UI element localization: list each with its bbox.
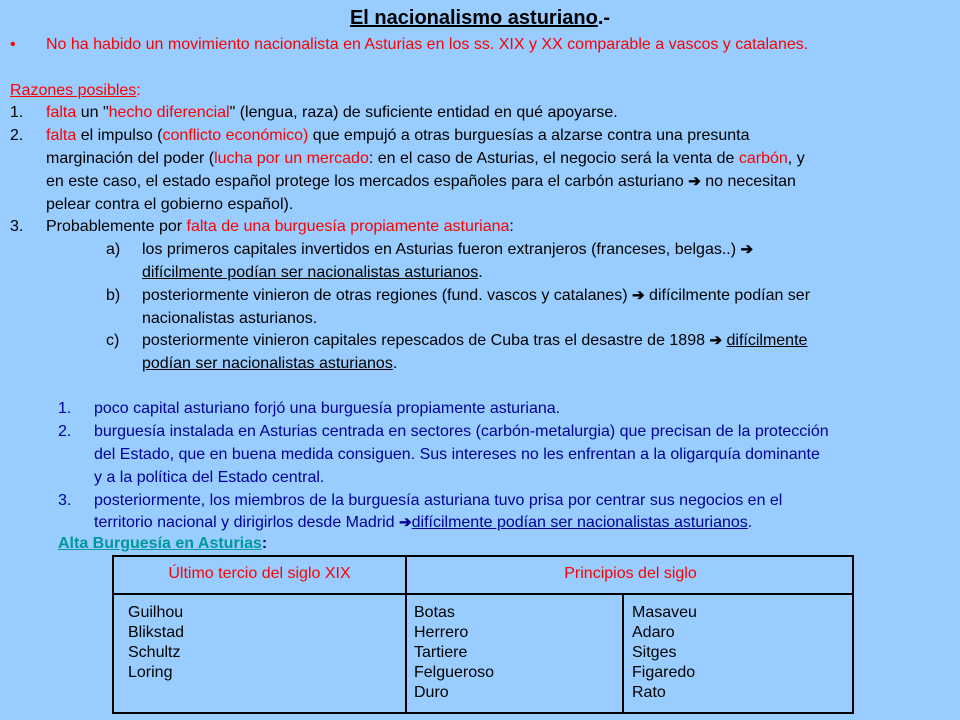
sub-b-label: b) [106,287,121,304]
sub-b-line-1: posteriormente vinieron de otras regiones (fund. vascos y catalanes) ➔ difícilmente podían ser [142,287,811,304]
reason-1-text: falta un "hecho diferencial" (lengua, raza) de suficiente entidad en qué apoyarse. [46,104,618,121]
table-cell-name: Figaredo [632,664,696,681]
table-cell-name: Felgueroso [414,664,495,681]
table-cell-name: Duro [414,684,449,701]
arrow-right-icon: ➔ [688,173,701,190]
arrow-right-icon: ➔ [632,287,645,304]
reason-3-number: 3. [10,218,24,235]
arrow-right-icon: ➔ [740,241,754,258]
list-item-1-text: poco capital asturiano forjó una burguesía propiamente asturiana. [94,400,561,417]
sub-c-label: c) [106,332,120,349]
list-item-2-line-3: y a la política del Estado central. [94,469,325,486]
table-cell-name: Sitges [632,644,677,661]
table-cell-name: Herrero [414,624,469,641]
arrow-right-icon: ➔ [399,514,412,531]
table-col-2 [414,603,494,703]
sub-b-line-2: nacionalistas asturianos. [142,310,318,327]
list-item-2-line-1: burguesía instalada en Asturias centrada en sectores (carbón-metalurgia) que precisan de la protección [94,423,829,440]
table-cell-name: Schultz [128,644,181,661]
reason-2-line-3: en este caso, el estado español protege los mercados españoles para el carbón asturiano ➔ no necesitan [46,173,796,190]
table-divider [622,593,624,714]
sub-a-line-1: los primeros capitales invertidos en Asturias fueron extranjeros (franceses, belgas..) ➔ [142,241,754,258]
reason-2-line-2: marginación del poder (lucha por un mercado: en el caso de Asturias, el negocio será la venta de carbón, y [46,150,805,167]
list-item-2-line-2: del Estado, que en buena medida consiguen. Sus intereses no les enfrentan a la oligarquía dominante [94,446,820,463]
table-header-right: Principios del siglo [564,565,697,582]
reason-3-text: Probablemente por falta de una burguesía propiamente asturiana: [46,218,514,235]
reason-1-number: 1. [10,104,24,121]
reason-2-line-4: pelear contra el gobierno español). [46,196,294,213]
arrow-right-icon: ➔ [709,332,723,349]
sub-a-line-2: difícilmente podían ser nacionalistas asturianos. [142,264,483,281]
table-cell-name: Guilhou [128,604,184,621]
list-item-3-line-2: territorio nacional y dirigirlos desde Madrid ➔difícilmente podían ser nacionalistas asturianos. [94,514,753,531]
page-title: El nacionalismo asturiano.- [349,7,611,29]
list-item-1-number: 1. [58,400,72,417]
table-col-1 [128,603,184,683]
table-cell-name: Rato [632,684,666,701]
list-item-3-line-1: posteriormente, los miembros de la burguesía asturiana tuvo prisa por centrar sus negocios en el [94,492,783,509]
reason-2-line-1: falta el impulso (conflicto económico) que empujó a otras burguesías a alzarse contra una presunta [46,127,750,144]
burguesia-table [112,555,854,714]
table-col-3 [632,603,697,703]
table-cell-name: Adaro [632,624,675,641]
table-cell-name: Botas [414,604,455,621]
sub-c-line-1: posteriormente vinieron capitales repescados de Cuba tras el desastre de 1898 ➔ difícilmente [142,332,808,349]
razones-heading: Razones posibles: [10,82,141,99]
list-item-3-number: 3. [58,492,72,509]
intro-text: No ha habido un movimiento nacionalista en Asturias en los ss. XIX y XX comparable a vascos y catalanes. [46,36,809,53]
table-cell-name: Tartiere [414,644,468,661]
alta-burguesia-link[interactable]: Alta Burguesía en Asturias [58,535,262,552]
intro-bullet: • [10,36,16,53]
table-header-left: Último tercio del siglo XIX [168,565,351,582]
sub-c-line-2: podían ser nacionalistas asturianos. [142,355,398,372]
table-cell-name: Loring [128,664,173,681]
alta-burguesia-heading: Alta Burguesía en Asturias: [58,535,268,552]
reason-2-number: 2. [10,127,24,144]
list-item-2-number: 2. [58,423,72,440]
table-cell-name: Blikstad [128,624,185,641]
table-cell-name: Masaveu [632,604,697,621]
sub-a-label: a) [106,241,121,258]
